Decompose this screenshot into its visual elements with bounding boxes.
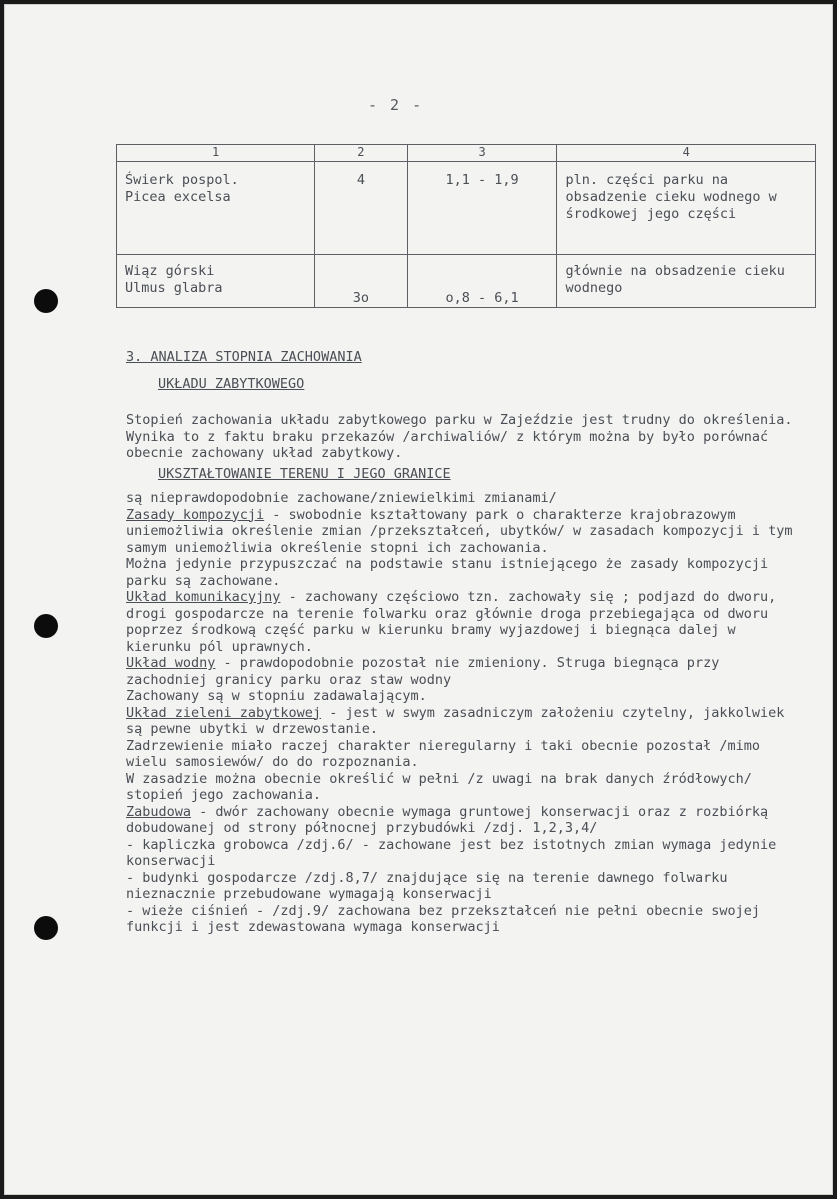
table-header-row (117, 145, 816, 162)
table-header-cell: 1 (117, 145, 315, 162)
document-body (126, 349, 806, 936)
species-table (116, 144, 816, 308)
composition-paragraph (126, 507, 806, 590)
section-subtitle: UKŁADU ZABYTKOWEGO (158, 375, 305, 392)
greenery-label: Układ zieleni zabytkowej (126, 704, 322, 721)
buildings-text: - dwór zachowany obecnie wymaga gruntowej konserwacji oraz z rozbiórką dobudowanej od strony północnej przybudówki /zdj. 1,2,3,4/ (126, 803, 769, 836)
greenery-paragraph (126, 705, 806, 804)
page-number: - 2 - (368, 96, 424, 114)
list-item: - kapliczka grobowca /zdj.6/ - zachowane jest bez istotnych zmian wymaga jedynie konserwacji (126, 836, 777, 869)
table-row (117, 162, 816, 255)
communication-label: Układ komunikacyjny (126, 589, 281, 605)
composition-label: Zasady kompozycji (126, 506, 265, 523)
terrain-text: są nieprawdopodobnie zachowane/zniewielkimi zmianami/ (126, 490, 557, 506)
greenery-text: - jest w swym zasadniczym założeniu czytelny, jakkolwiek są pewne ubytki w drzewostanie. Zadrzewienie miało raczej charakter nieregularny i taki obecnie pozostał /mimo wielu samosiewów/ do do rozpoznania. W zasadzie można obecnie określić w pełni /z uwagi na brak danych źródłowych/ stopień jego zachowania. (126, 704, 785, 803)
binder-hole (34, 614, 58, 638)
terrain-heading: UKSZTAŁTOWANIE TERENU I JEGO GRANICE (158, 465, 451, 482)
binder-hole (34, 289, 58, 313)
list-item: - budynki gospodarcze /zdj.8,7/ znajdujące się na terenie dawnego folwarku nieznacznie przebudowane wymagają konserwacji (126, 869, 728, 902)
communication-paragraph (126, 589, 806, 655)
water-paragraph (126, 655, 806, 705)
composition-text: - swobodnie kształtowany park o charakterze krajobrazowym uniemożliwia określenie zmian /przekształceń, ubytków/ w zasadach kompozycji i tym samym uniemożliwia określenie stopni ich zachowania. Można jedynie przypuszczać na podstawie stanu istniejącego że zasady kompozycji parku są zachowane. (126, 506, 793, 589)
species-name: Świerk pospol. Picea excelsa (117, 162, 315, 255)
species-count: 4 (315, 162, 408, 255)
table-header-cell: 2 (315, 145, 408, 162)
list-item: - wieże ciśnień - /zdj.9/ zachowana bez przekształceń nie pełni obecnie swojej funkcji i jest zdewastowana wymaga konserwacji (126, 902, 760, 935)
intro-paragraph: Stopień zachowania układu zabytkowego parku w Zajeździe jest trudny do określenia. Wynika to z faktu braku przekazów /archiwaliów/ z którym można by było porównać obecnie zachowany układ zabytkowy. (126, 412, 793, 461)
species-notes: pln. części parku na obsadzenie cieku wodnego w środkowej jego części (557, 162, 816, 255)
document-page (4, 4, 833, 1195)
species-name: Wiąz górski Ulmus glabra (117, 255, 315, 308)
species-range: 1,1 - 1,9 (407, 162, 557, 255)
buildings-paragraph (126, 804, 806, 837)
communication-text: - zachowany częściowo tzn. zachowały się ; podjazd do dworu, drogi gospodarcze na terenie folwarku oraz głównie droga przebiegająca od dworu poprzez środkową część parku w kierunku bramy wyjazdowej i biegnąca dalej w kierunku pól uprawnych. (126, 589, 777, 655)
buildings-label: Zabudowa (126, 803, 192, 820)
section-title: 3. ANALIZA STOPNIA ZACHOWANIA (126, 349, 362, 365)
binder-hole (34, 916, 58, 940)
water-label: Układ wodny (126, 655, 216, 671)
species-range: o,8 - 6,1 (407, 255, 557, 308)
table-header-cell: 4 (557, 145, 816, 162)
species-notes: głównie na obsadzenie cieku wodnego (557, 255, 816, 308)
species-count: 3o (315, 255, 408, 308)
table-header-cell: 3 (407, 145, 557, 162)
water-text: - prawdopodobnie pozostał nie zmieniony. Struga biegnąca przy zachodniej granicy parku oraz staw wodny Zachowany są w stopniu zadawalającym. (126, 655, 720, 704)
table-row (117, 255, 816, 308)
